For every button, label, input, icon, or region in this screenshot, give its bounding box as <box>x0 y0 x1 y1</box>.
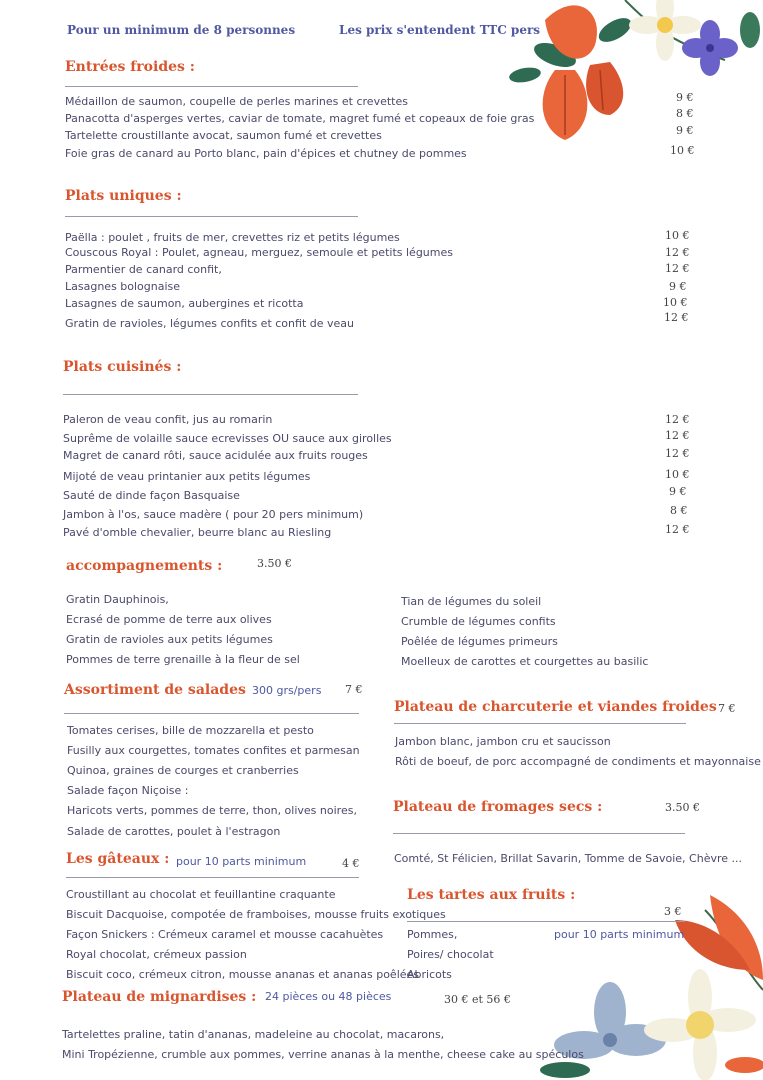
section-title-accompagnements: accompagnements : <box>66 558 223 574</box>
section-note: pour 10 parts minimum <box>176 855 307 868</box>
list-item: Mini Tropézienne, crumble aux pommes, verrine ananas à la menthe, cheese cake au spéculos <box>62 1048 584 1061</box>
list-item: Lasagnes bolognaise <box>65 280 181 293</box>
item-price: 9 € <box>669 485 687 498</box>
list-item: Jambon blanc, jambon cru et saucisson <box>395 735 611 748</box>
list-item: Biscuit coco, crémeux citron, mousse ananas et ananas poêlées <box>66 968 420 981</box>
section-title-gateaux: Les gâteaux : <box>66 851 170 867</box>
list-item: Panacotta d'asperges vertes, caviar de tomate, magret fumé et copeaux de foie gras <box>65 112 535 125</box>
section-title-fromages: Plateau de fromages secs : <box>393 799 603 815</box>
list-item: Haricots verts, pommes de terre, thon, olives noires, <box>67 804 357 817</box>
list-item: Quinoa, graines de courges et cranberries <box>67 764 299 777</box>
item-price: 8 € <box>676 107 694 120</box>
list-item: Pommes, <box>407 928 458 941</box>
divider <box>63 394 358 395</box>
minimum-persons-note: Pour un minimum de 8 personnes <box>67 23 296 37</box>
section-title-plats-cuisines: Plats cuisinés : <box>63 359 182 375</box>
section-price: 3.50 € <box>665 801 700 814</box>
list-item: Tian de légumes du soleil <box>401 595 542 608</box>
divider <box>66 877 359 878</box>
divider <box>64 713 359 714</box>
list-item: Foie gras de canard au Porto blanc, pain d'épices et chutney de pommes <box>65 147 467 160</box>
list-item: Gratin Dauphinois, <box>66 593 169 606</box>
list-item: Poires/ chocolat <box>407 948 494 961</box>
list-item: Tartelette croustillante avocat, saumon fumé et crevettes <box>65 129 382 142</box>
section-note: 24 pièces ou 48 pièces <box>265 990 392 1003</box>
list-item: Parmentier de canard confit, <box>65 263 222 276</box>
list-item: Poêlée de légumes primeurs <box>401 635 558 648</box>
list-item: Pommes de terre grenaille à la fleur de sel <box>66 653 300 666</box>
list-item: Mijoté de veau printanier aux petits légumes <box>63 470 311 483</box>
list-item: Pavé d'omble chevalier, beurre blanc au Riesling <box>63 526 332 539</box>
list-item: Moelleux de carottes et courgettes au basilic <box>401 655 649 668</box>
list-item: Sauté de dinde façon Basquaise <box>63 489 240 502</box>
list-item: Gratin de ravioles aux petits légumes <box>66 633 273 646</box>
section-price: 3.50 € <box>257 557 292 570</box>
list-item: Suprême de volaille sauce ecrevisses OU sauce aux girolles <box>63 432 392 445</box>
item-price: 9 € <box>676 91 694 104</box>
item-price: 10 € <box>665 229 690 242</box>
list-item: Royal chocolat, crémeux passion <box>66 948 247 961</box>
list-item: Gratin de ravioles, légumes confits et confit de veau <box>65 317 354 330</box>
item-price: 9 € <box>669 280 687 293</box>
list-item: Tomates cerises, bille de mozzarella et pesto <box>67 724 314 737</box>
section-price: 7 € <box>345 683 363 696</box>
list-item: Salade façon Niçoise : <box>67 784 189 797</box>
section-price: 30 € et 56 € <box>444 993 511 1006</box>
section-price: 4 € <box>342 857 360 870</box>
list-item: Comté, St Félicien, Brillat Savarin, Tomme de Savoie, Chèvre ... <box>394 852 743 865</box>
list-item: Croustillant au chocolat et feuillantine craquante <box>66 888 336 901</box>
list-item: Crumble de légumes confits <box>401 615 556 628</box>
divider <box>407 921 685 922</box>
section-note: 300 grs/pers <box>252 684 322 697</box>
list-item: Rôti de boeuf, de porc accompagné de condiments et mayonnaise <box>395 755 761 768</box>
list-item: Fusilly aux courgettes, tomates confites et parmesan <box>67 744 360 757</box>
list-item: Couscous Royal : Poulet, agneau, merguez, semoule et petits légumes <box>65 246 453 259</box>
list-item: Lasagnes de saumon, aubergines et ricotta <box>65 297 304 310</box>
section-title-tartes: Les tartes aux fruits : <box>407 887 576 903</box>
section-price: 7 € <box>718 702 736 715</box>
list-item: Paëlla : poulet , fruits de mer, crevettes riz et petits légumes <box>65 231 400 244</box>
list-item: Tartelettes praline, tatin d'ananas, madeleine au chocolat, macarons, <box>62 1028 445 1041</box>
section-title-charcuterie: Plateau de charcuterie et viandes froides <box>394 699 717 715</box>
item-price: 10 € <box>670 144 695 157</box>
item-price: 12 € <box>665 413 690 426</box>
list-item: Biscuit Dacquoise, compotée de framboises, mousse fruits exotiques <box>66 908 446 921</box>
item-price: 12 € <box>665 447 690 460</box>
divider <box>394 723 686 724</box>
list-item: Médaillon de saumon, coupelle de perles marines et crevettes <box>65 95 408 108</box>
item-price: 12 € <box>665 246 690 259</box>
section-note: pour 10 parts minimum <box>554 928 685 941</box>
item-price: 12 € <box>665 523 690 536</box>
list-item: Paleron de veau confit, jus au romarin <box>63 413 273 426</box>
list-item: Jambon à l'os, sauce madère ( pour 20 pers minimum) <box>63 508 364 521</box>
section-title-salades: Assortiment de salades <box>64 682 246 698</box>
section-title-entrees: Entrées froides : <box>65 59 195 75</box>
list-item: Magret de canard rôti, sauce acidulée aux fruits rouges <box>63 449 368 462</box>
divider <box>65 216 358 217</box>
item-price: 9 € <box>676 124 694 137</box>
divider <box>65 86 358 87</box>
list-item: Ecrasé de pomme de terre aux olives <box>66 613 272 626</box>
divider <box>393 833 685 834</box>
section-title-mignardises: Plateau de mignardises : <box>62 989 257 1005</box>
item-price: 10 € <box>663 296 688 309</box>
item-price: 12 € <box>665 262 690 275</box>
prices-note: Les prix s'entendent TTC pers <box>339 23 541 37</box>
item-price: 8 € <box>670 504 688 517</box>
section-title-plats-uniques: Plats uniques : <box>65 188 182 204</box>
item-price: 12 € <box>665 429 690 442</box>
item-price: 12 € <box>664 311 689 324</box>
list-item: Façon Snickers : Crémeux caramel et mousse cacahuètes <box>66 928 384 941</box>
section-price: 3 € <box>664 905 682 918</box>
item-price: 10 € <box>665 468 690 481</box>
list-item: Abricots <box>407 968 452 981</box>
list-item: Salade de carottes, poulet à l'estragon <box>67 825 281 838</box>
